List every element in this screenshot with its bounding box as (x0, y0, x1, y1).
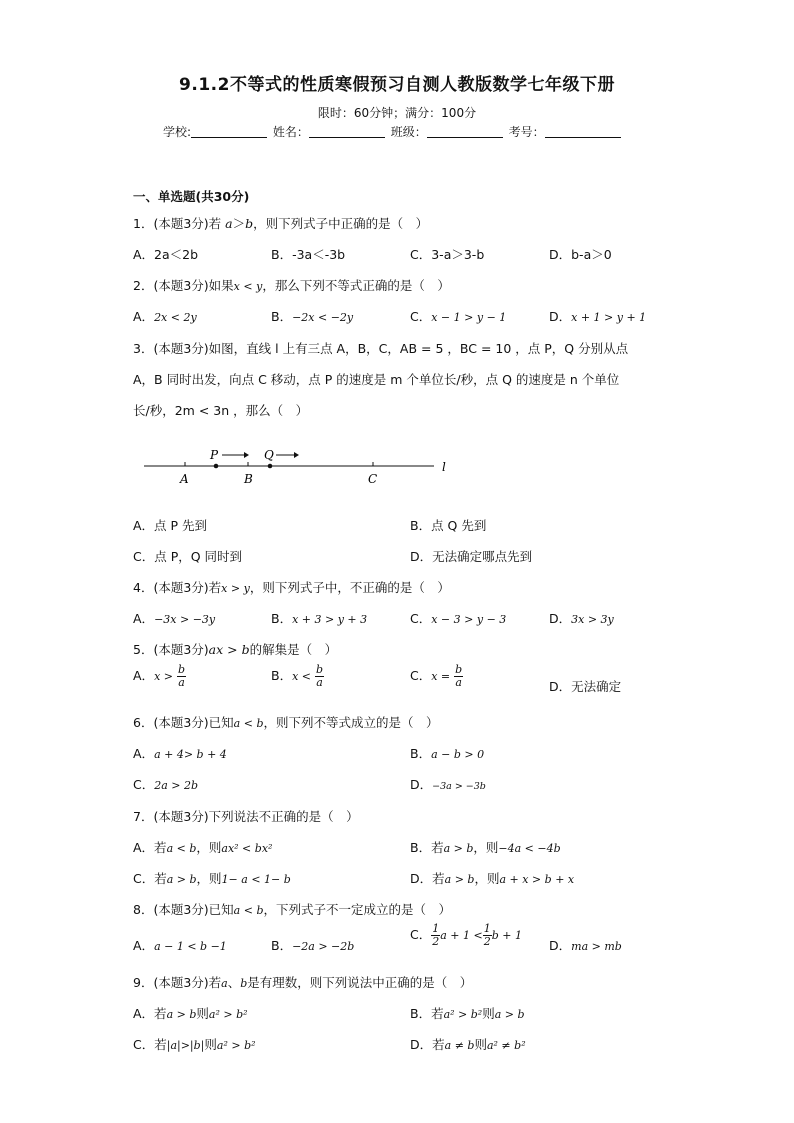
q9-d-then: 则 (474, 1037, 487, 1052)
q9-d-label: D．若 (410, 1037, 445, 1052)
question-5 (133, 640, 337, 658)
q6-option-d[interactable] (410, 775, 486, 793)
q5-c-formula: x = (431, 670, 451, 683)
q5-b-fraction (315, 664, 324, 689)
fraction-numerator: 1 (432, 922, 440, 935)
q5-option-c[interactable] (410, 664, 463, 689)
time-score-limit: 限时：60分钟；满分：100分 (317, 106, 477, 120)
q4-a-label: A． (133, 611, 155, 626)
q8-a-label: A． (133, 938, 155, 953)
q2-a-label: A． (133, 309, 155, 324)
q9-a-result: a² > b² (208, 1008, 248, 1021)
q4-option-a[interactable] (133, 609, 215, 627)
q1-option-a[interactable]: A．2a＜2b (133, 247, 199, 262)
label-b: B (244, 472, 253, 486)
q6-b-label: B． (410, 746, 432, 761)
q5-text: 5．(本题3分) (133, 642, 209, 657)
class-label: 班级： (390, 125, 427, 139)
q5-option-d[interactable]: D．无法确定 (549, 679, 622, 694)
q4-d-formula: 3x > 3y (571, 613, 614, 626)
q6-option-b[interactable] (410, 744, 484, 762)
class-blank[interactable] (427, 125, 503, 138)
q2-option-d[interactable] (549, 307, 646, 325)
school-label: 学校: (163, 125, 192, 139)
q6-c-formula: 2a > 2b (154, 779, 199, 792)
q9-c-label: C．若 (133, 1037, 167, 1052)
name-blank[interactable] (309, 125, 385, 138)
q5-a-formula: x > (154, 670, 173, 683)
q7-d-label: D．若 (410, 871, 445, 886)
q7-c-then: ，则 (196, 871, 222, 886)
q9-text: 9．(本题3分)若 (133, 975, 222, 990)
q5-a-label: A． (133, 668, 155, 683)
q5-c-label: C． (410, 668, 432, 683)
q2-a-formula: 2x < 2y (154, 311, 197, 324)
q9-option-a[interactable] (133, 1004, 248, 1022)
q8-option-b[interactable] (271, 936, 354, 954)
q9-option-d[interactable] (410, 1035, 526, 1053)
q2-d-formula: x + 1 > y + 1 (571, 311, 647, 324)
exam-number-blank[interactable] (545, 125, 621, 138)
label-c: C (368, 472, 378, 486)
q9-c-then: 则 (204, 1037, 217, 1052)
q3-option-d[interactable]: D．无法确定哪点先到 (410, 549, 533, 564)
q4-a-formula: −3x > −3y (154, 613, 216, 626)
fraction-numerator: b (455, 663, 463, 676)
q3-option-c[interactable]: C．点 P，Q 同时到 (133, 549, 243, 564)
label-q: Q (264, 448, 274, 462)
arrow-q-head (294, 452, 299, 458)
q2-c-formula: x − 1 > y − 1 (431, 311, 507, 324)
q7-a-label: A．若 (133, 840, 167, 855)
q2-d-label: D． (549, 309, 572, 324)
q4-formula: x > y (221, 582, 250, 595)
q8-c-fraction-2 (483, 923, 492, 948)
q8-b-label: B． (271, 938, 293, 953)
q8-option-c[interactable] (410, 923, 522, 948)
q7-a-then: ，则 (196, 840, 222, 855)
q5-option-a[interactable] (133, 664, 186, 689)
number-line-figure (140, 442, 460, 492)
arrow-p-head (244, 452, 249, 458)
q4-option-b[interactable] (271, 609, 367, 627)
fraction-numerator: b (315, 663, 324, 676)
label-a: A (180, 472, 189, 486)
q7-a-cond: a < b (166, 842, 197, 855)
q6-text: 6．(本题3分)已知 (133, 715, 234, 730)
q7-option-b[interactable] (410, 838, 561, 856)
q7-option-a[interactable] (133, 838, 272, 856)
q2-b-formula: −2x < −2y (292, 311, 354, 324)
q6-b-formula: a − b > 0 (431, 748, 485, 761)
q9-option-b[interactable] (410, 1004, 525, 1022)
q9-c-cond: |a|>|b| (166, 1039, 205, 1052)
q2-c-label: C． (410, 309, 432, 324)
q2-text-end: ，那么下列不等式正确的是（ ） (262, 278, 450, 293)
q9-c-result: a² > b² (216, 1039, 256, 1052)
q1-option-d[interactable]: D．b-a＞0 (549, 247, 612, 262)
q1-option-c[interactable]: C．3-a＞3-b (410, 247, 485, 262)
q6-a-label: A． (133, 746, 155, 761)
q9-text-end: 是有理数，则下列说法中正确的是（ ） (247, 975, 473, 990)
q6-option-c[interactable] (133, 775, 198, 793)
fraction-denominator: a (455, 676, 462, 689)
q6-formula: a < b (233, 717, 264, 730)
point-q (268, 464, 273, 469)
q7-d-result: a + x > b + x (499, 873, 575, 886)
q9-b-label: B．若 (410, 1006, 444, 1021)
q7-option-c[interactable] (133, 869, 291, 887)
q1-var-a: a (225, 216, 233, 231)
question-3-line-2: A，B 同时出发，向点 C 移动，点 P 的速度是 m 个单位长/秒，点 Q 的速度是 n 个单位 (133, 372, 620, 387)
q6-option-a[interactable] (133, 744, 227, 762)
point-p (214, 464, 219, 469)
question-2 (133, 276, 450, 294)
q4-c-formula: x − 3 > y − 3 (431, 613, 507, 626)
q7-d-cond: a > b (444, 873, 475, 886)
q3-option-b[interactable]: B．点 Q 先到 (410, 518, 487, 533)
q8-text-end: ，下列式子不一定成立的是（ ） (263, 902, 451, 917)
q2-formula: x < y (233, 280, 263, 293)
q9-a-then: 则 (196, 1006, 209, 1021)
exam-number-label: 考号： (508, 125, 545, 139)
fraction-denominator: a (316, 676, 323, 689)
q2-option-c[interactable] (410, 307, 506, 325)
q8-d-formula: ma > mb (571, 940, 622, 953)
fraction-denominator: 2 (432, 935, 440, 948)
q5-text-end: 的解集是（ ） (249, 642, 338, 657)
q1-var-b: b (245, 216, 254, 231)
q9-var-b: b (240, 977, 248, 990)
q7-b-cond: a > b (443, 842, 474, 855)
fraction-denominator: a (178, 676, 185, 689)
q2-option-a[interactable] (133, 307, 197, 325)
fraction-denominator: 2 (483, 935, 491, 948)
q7-b-then: ，则 (473, 840, 499, 855)
q8-formula: a < b (233, 904, 264, 917)
student-info-row (163, 123, 623, 140)
q8-a-formula: a − 1 < b −1 (154, 940, 227, 953)
q8-b-formula: −2a > −2b (292, 940, 355, 953)
question-4 (133, 578, 450, 596)
q4-option-d[interactable] (549, 609, 614, 627)
q9-var-a: a (221, 977, 228, 990)
section-title: 一、单选题(共30分) (133, 189, 250, 204)
q4-option-c[interactable] (410, 609, 506, 627)
question-6 (133, 713, 439, 731)
q5-formula: ax > b (208, 642, 250, 657)
fraction-numerator: b (177, 663, 186, 676)
q4-text-end: ，则下列式子中，不正确的是（ ） (249, 580, 450, 595)
q6-d-formula: −3a > −3b (432, 781, 486, 792)
q9-sep: 、 (227, 975, 241, 990)
q7-c-result: 1− a < 1− b (221, 873, 291, 886)
q1-text-end: ，则下列式子中正确的是（ ） (253, 216, 429, 231)
q8-option-a[interactable] (133, 936, 227, 954)
q7-c-label: C．若 (133, 871, 167, 886)
q4-b-formula: x + 3 > y + 3 (292, 613, 368, 626)
question-1 (133, 214, 428, 232)
question-7: 7．(本题3分)下列说法不正确的是（ ） (133, 809, 359, 824)
q5-a-fraction (177, 664, 186, 689)
q9-b-result: a > b (494, 1008, 525, 1021)
question-3-line-1: 3．(本题3分)如图，直线 l 上有三点 A，B，C，AB = 5 ，BC = 10 ，点 P，Q 分别从点 (133, 341, 629, 356)
q9-b-then: 则 (482, 1006, 495, 1021)
label-l: l (442, 460, 446, 474)
q9-a-label: A．若 (133, 1006, 167, 1021)
q4-d-label: D． (549, 611, 572, 626)
q5-option-b[interactable] (271, 664, 324, 689)
q2-b-label: B． (271, 309, 293, 324)
q1-gt: ＞ (232, 216, 246, 231)
q7-b-result: −4a < −4b (498, 842, 561, 855)
q1-text: 1．(本题3分)若 (133, 216, 226, 231)
q1-option-b[interactable]: B．-3a＜-3b (271, 247, 346, 262)
q9-option-c[interactable] (133, 1035, 256, 1053)
name-label: 姓名： (272, 125, 309, 139)
label-p: P (210, 448, 219, 462)
q7-c-cond: a > b (166, 873, 197, 886)
q7-option-d[interactable] (410, 869, 574, 887)
q7-b-label: B．若 (410, 840, 444, 855)
q4-text: 4．(本题3分)若 (133, 580, 222, 595)
question-9 (133, 973, 472, 991)
q8-c-formula-left: a + 1 < (440, 929, 483, 942)
q8-c-label: C． (410, 927, 432, 942)
question-8 (133, 900, 451, 918)
q8-text: 8．(本题3分)已知 (133, 902, 234, 917)
q6-text-end: ，则下列不等式成立的是（ ） (263, 715, 439, 730)
q9-b-cond: a² > b² (443, 1008, 483, 1021)
fraction-numerator: 1 (483, 922, 491, 935)
q6-c-label: C． (133, 777, 155, 792)
q5-c-fraction (454, 664, 463, 689)
q9-d-cond: a ≠ b (444, 1039, 475, 1052)
q9-d-result: a² ≠ b² (486, 1039, 526, 1052)
q6-a-formula: a + 4> b + 4 (154, 748, 227, 761)
q2-option-b[interactable] (271, 307, 353, 325)
q9-a-cond: a > b (166, 1008, 197, 1021)
school-blank[interactable] (191, 125, 267, 138)
q6-d-label: D． (410, 777, 433, 792)
q4-b-label: B． (271, 611, 293, 626)
question-3-line-3: 长/秒，2m < 3n ，那么（ ） (133, 403, 309, 418)
q8-d-label: D． (549, 938, 572, 953)
q2-text: 2．(本题3分)如果 (133, 278, 234, 293)
q8-c-formula-right: b + 1 (491, 929, 522, 942)
q7-d-then: ，则 (474, 871, 500, 886)
q7-a-result: ax² < bx² (221, 842, 273, 855)
page-title: 9.1.2不等式的性质寒假预习自测人教版数学七年级下册 (179, 75, 615, 95)
q5-b-formula: x < (292, 670, 311, 683)
q8-option-d[interactable] (549, 936, 622, 954)
q4-c-label: C． (410, 611, 432, 626)
q3-option-a[interactable]: A．点 P 先到 (133, 518, 208, 533)
q8-c-fraction-1 (431, 923, 440, 948)
q5-b-label: B． (271, 668, 293, 683)
